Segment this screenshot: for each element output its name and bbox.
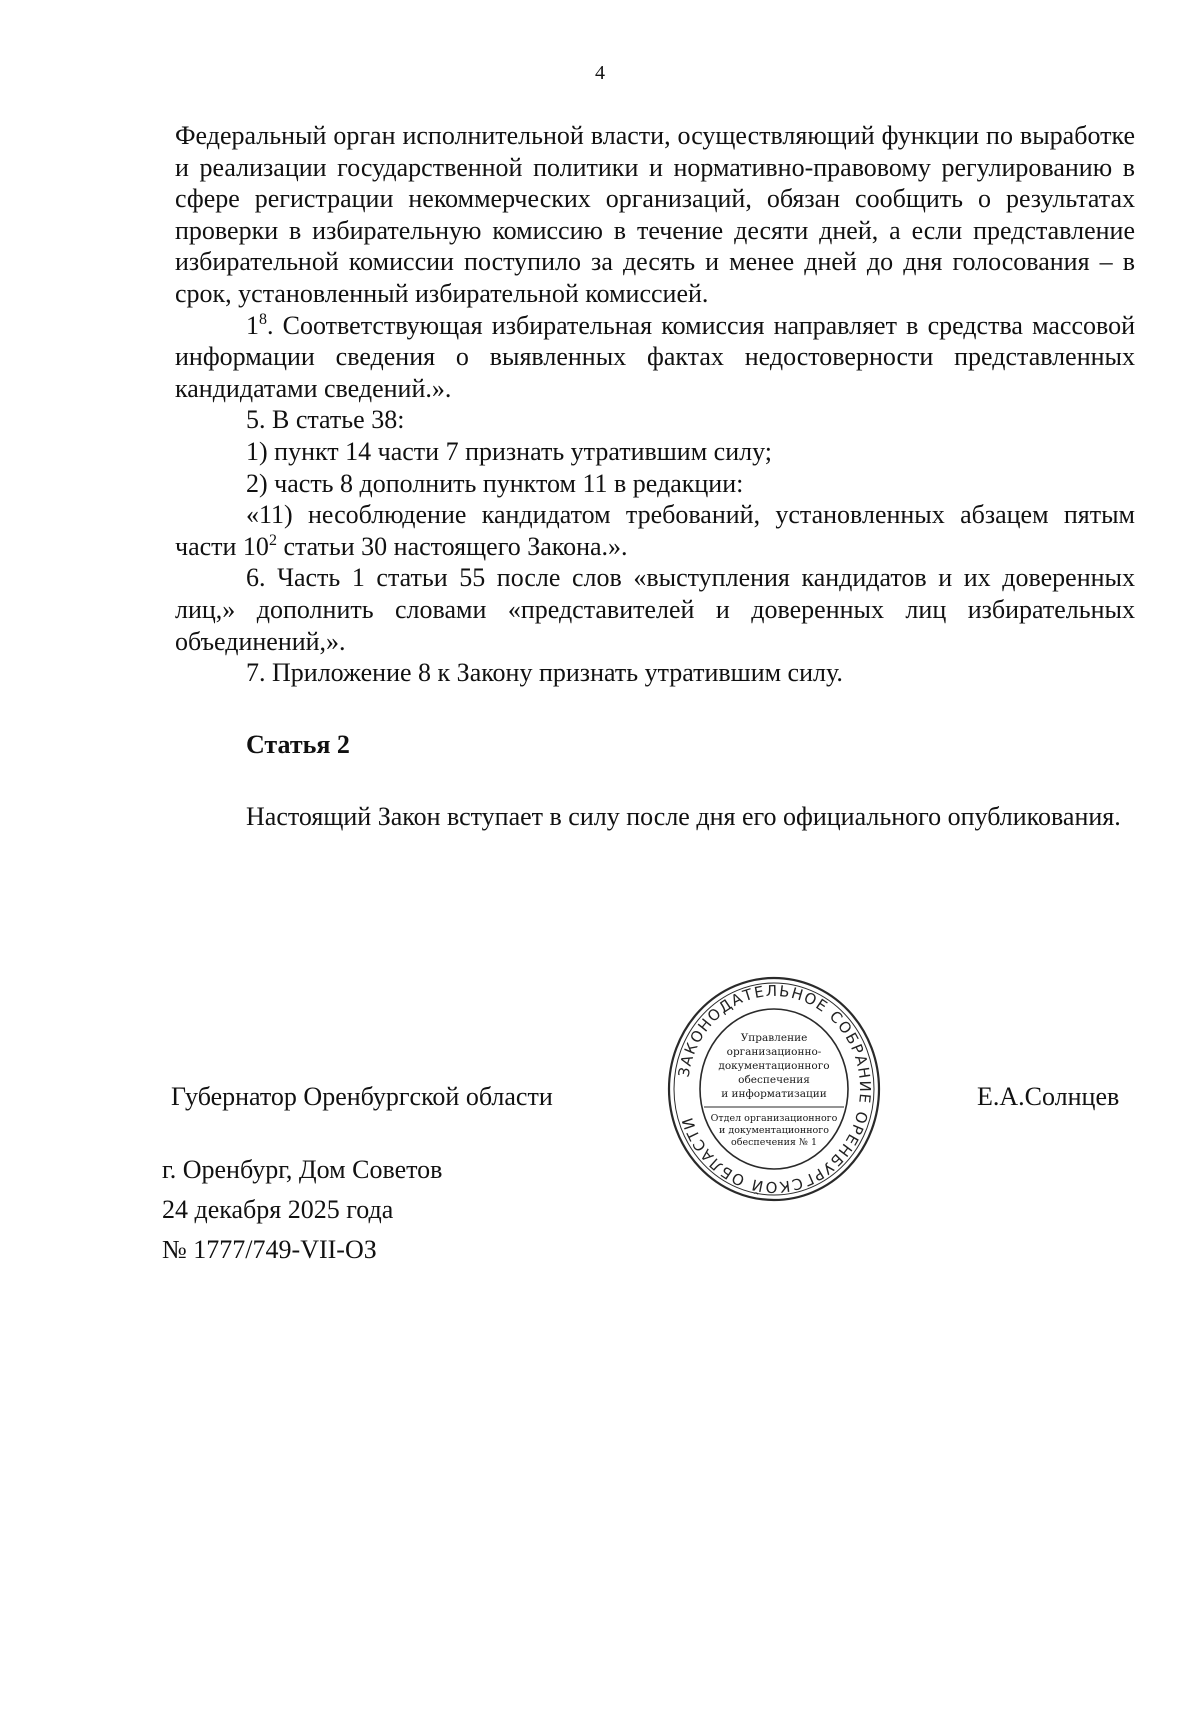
signature-title: Губернатор Оренбургской области (171, 1082, 553, 1111)
paragraph-new-point-11 (175, 499, 1135, 562)
seal-line: Управление (740, 1032, 808, 1044)
seal-line: организационно- (726, 1046, 822, 1058)
paragraph-text: статьи 30 настоящего Закона.». (276, 531, 628, 561)
paragraph-item-2: 2) часть 8 дополнить пунктом 11 в редакции: (246, 468, 744, 498)
signature-name: Е.А.Солнцев (977, 1082, 1120, 1111)
article-2-heading: Статья 2 (246, 729, 350, 759)
issue-details (162, 1150, 442, 1270)
article-2-text: Настоящий Закон вступает в силу после дня его официального опубликования. (246, 802, 1121, 832)
seal-line: документационного (718, 1060, 830, 1072)
paragraph-article-38: 5. В статье 38: (246, 405, 405, 435)
paragraph-number: 1 (246, 310, 259, 340)
issue-date: 24 декабря 2025 года (162, 1195, 394, 1224)
seal-line: и документационного (719, 1125, 829, 1136)
part-number-superscript: 2 (268, 531, 277, 549)
seal-line: обеспечения (738, 1074, 810, 1086)
paragraph-media-notice (175, 310, 1135, 405)
paragraph-article-55: 6. Часть 1 статьи 55 после слов «выступления кандидатов и их доверенных лиц,» дополнить словами «представителей и доверенных лиц избирательных объединений,». (175, 563, 1135, 656)
seal-line: обеспечения № 1 (731, 1137, 817, 1148)
document-body (175, 120, 1135, 833)
issue-number: № 1777/749-VII-ОЗ (162, 1235, 377, 1264)
paragraph-number-superscript: 8 (259, 310, 267, 328)
paragraph-text: . Соответствующая избирательная комиссия направляет в средства массовой информации сведения о выявленных фактах недостоверности представленных кандидатами сведений.». (175, 310, 1135, 403)
paragraph-verification-duty: Федеральный орган исполнительной власти, осуществляющий функции по выработке и реализации государственной политики и нормативно-правовому регулированию в сфере регистрации некоммерческих организаций, обязан сообщить о результатах проверки в избирательную комиссию в течение десяти дней, а если представление избирательной комиссии поступило за десять и менее дней до дня голосования – в срок, установленный избирательной комиссией. (175, 121, 1135, 308)
official-seal (666, 975, 882, 1203)
paragraph-item-1: 1) пункт 14 части 7 признать утратившим силу; (246, 436, 772, 466)
seal-ring-text: ЗАКОНОДАТЕЛЬНОЕ СОБРАНИЕ ОРЕНБУРГСКОЙ ОБЛАСТИ (674, 981, 875, 1197)
paragraph-text: «11) несоблюдение кандидатом требований, установленных абзацем пятым части 10 (175, 500, 1135, 561)
issue-place: г. Оренбург, Дом Советов (162, 1155, 443, 1184)
seal-line: и информатизации (721, 1088, 827, 1100)
paragraph-appendix-8: 7. Приложение 8 к Закону признать утратившим силу. (246, 658, 843, 688)
page-number: 4 (595, 62, 605, 84)
seal-line: Отдел организационного (710, 1113, 838, 1124)
